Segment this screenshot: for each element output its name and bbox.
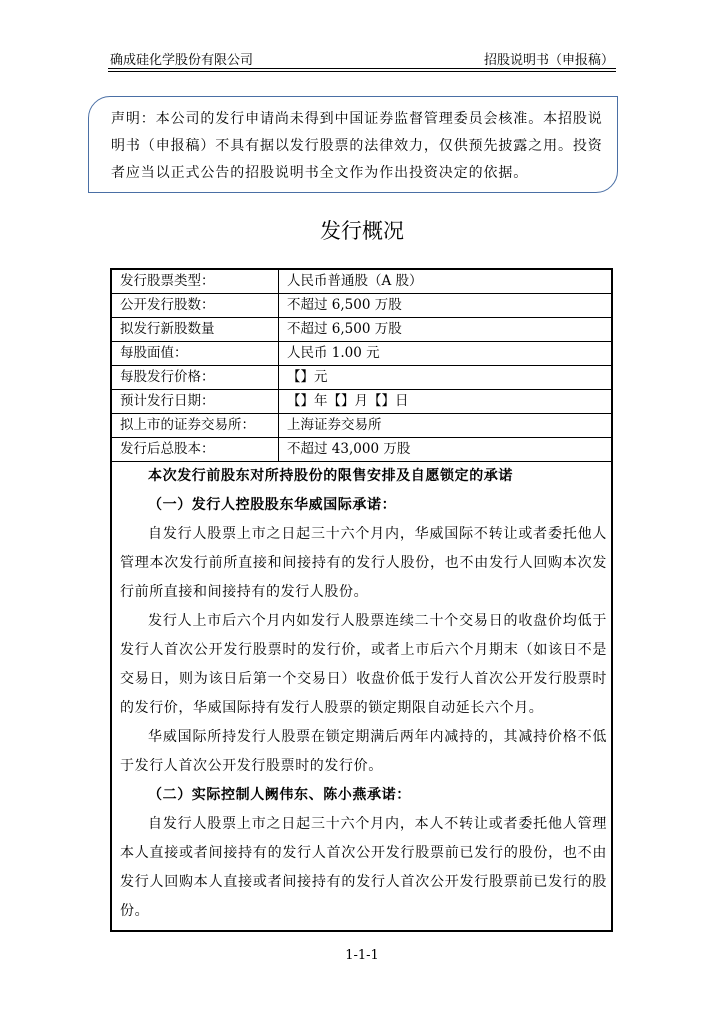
- header-doc-title: 招股说明书（申报稿）: [483, 53, 614, 68]
- row-label: 发行股票类型：: [112, 270, 279, 294]
- row-value: 上海证券交易所: [279, 414, 612, 438]
- table-row: [112, 366, 611, 390]
- commitment-sub2: （二）实际控制人阙伟东、陈小燕承诺：: [148, 787, 411, 803]
- table-row: [112, 342, 611, 366]
- row-label: 公开发行股数：: [112, 294, 279, 318]
- table-row: [112, 318, 611, 342]
- commitment-paragraph-4: 自发行人股票上市之日起三十六个月内，本人不转让或者委托他人管理本人直接或者间接持有的发行人首次公开发行股票前已发行的股份，也不由发行人回购本人直接或者间接持有的发行人首次公开发行股票前已发行的股份。: [120, 816, 607, 919]
- row-value: 不超过 6,500 万股: [279, 294, 612, 318]
- header-company: 确成硅化学股份有限公司: [110, 53, 254, 68]
- commitment-paragraph-3: 华威国际所持发行人股票在锁定期满后两年内减持的，其减持价格不低于发行人首次公开发行股票时的发行价。: [120, 729, 607, 774]
- disclaimer-notice: 声明：本公司的发行申请尚未得到中国证券监督管理委员会核准。本招股说明书（申报稿）不具有据以发行股票的法律效力，仅供预先披露之用。投资者应当以正式公告的招股说明书全文作为作出投资决定的依据。: [88, 96, 618, 193]
- table-row: [112, 270, 611, 294]
- row-label: 发行后总股本：: [112, 438, 279, 462]
- offering-summary-box: [110, 268, 613, 932]
- lockup-commitment-section: [112, 462, 611, 926]
- row-value: 人民币普通股（A 股）: [279, 270, 612, 294]
- row-label: 拟上市的证券交易所：: [112, 414, 279, 438]
- header-rule-top: [108, 68, 616, 69]
- commitment-paragraph-2: 发行人上市后六个月内如发行人股票连续二十个交易日的收盘价均低于发行人首次公开发行股票时的发行价，或者上市后六个月期末（如该日不是交易日，则为该日后第一个交易日）收盘价低于发行人首次公开发行股票时的发行价，华威国际持有发行人股票的锁定期限自动延长六个月。: [120, 613, 607, 716]
- offering-info-table: [112, 270, 611, 462]
- row-value: 不超过 6,500 万股: [279, 318, 612, 342]
- row-value: 【】年【】月【】日: [279, 390, 612, 414]
- table-row: [112, 438, 611, 462]
- row-label: 每股发行价格：: [112, 366, 279, 390]
- row-label: 拟发行新股数量: [112, 318, 279, 342]
- row-value: 【】元: [279, 366, 612, 390]
- row-label: 预计发行日期：: [112, 390, 279, 414]
- row-value: 人民币 1.00 元: [279, 342, 612, 366]
- table-row: [112, 294, 611, 318]
- page-number: 1-1-1: [345, 948, 379, 963]
- header-rule-bottom: [108, 71, 616, 72]
- table-row: [112, 390, 611, 414]
- table-row: [112, 414, 611, 438]
- page-title: 发行概况: [320, 219, 404, 243]
- commitment-sub1: （一）发行人控股股东华威国际承诺：: [148, 497, 397, 513]
- commitment-paragraph-1: 自发行人股票上市之日起三十六个月内，华威国际不转让或者委托他人管理本次发行前所直接和间接持有的发行人股份，也不由发行人回购本次发行前所直接和间接持有的发行人股份。: [120, 526, 607, 600]
- commitment-heading: 本次发行前股东对所持股份的限售安排及自愿锁定的承诺: [148, 468, 513, 484]
- row-value: 不超过 43,000 万股: [279, 438, 612, 462]
- row-label: 每股面值：: [112, 342, 279, 366]
